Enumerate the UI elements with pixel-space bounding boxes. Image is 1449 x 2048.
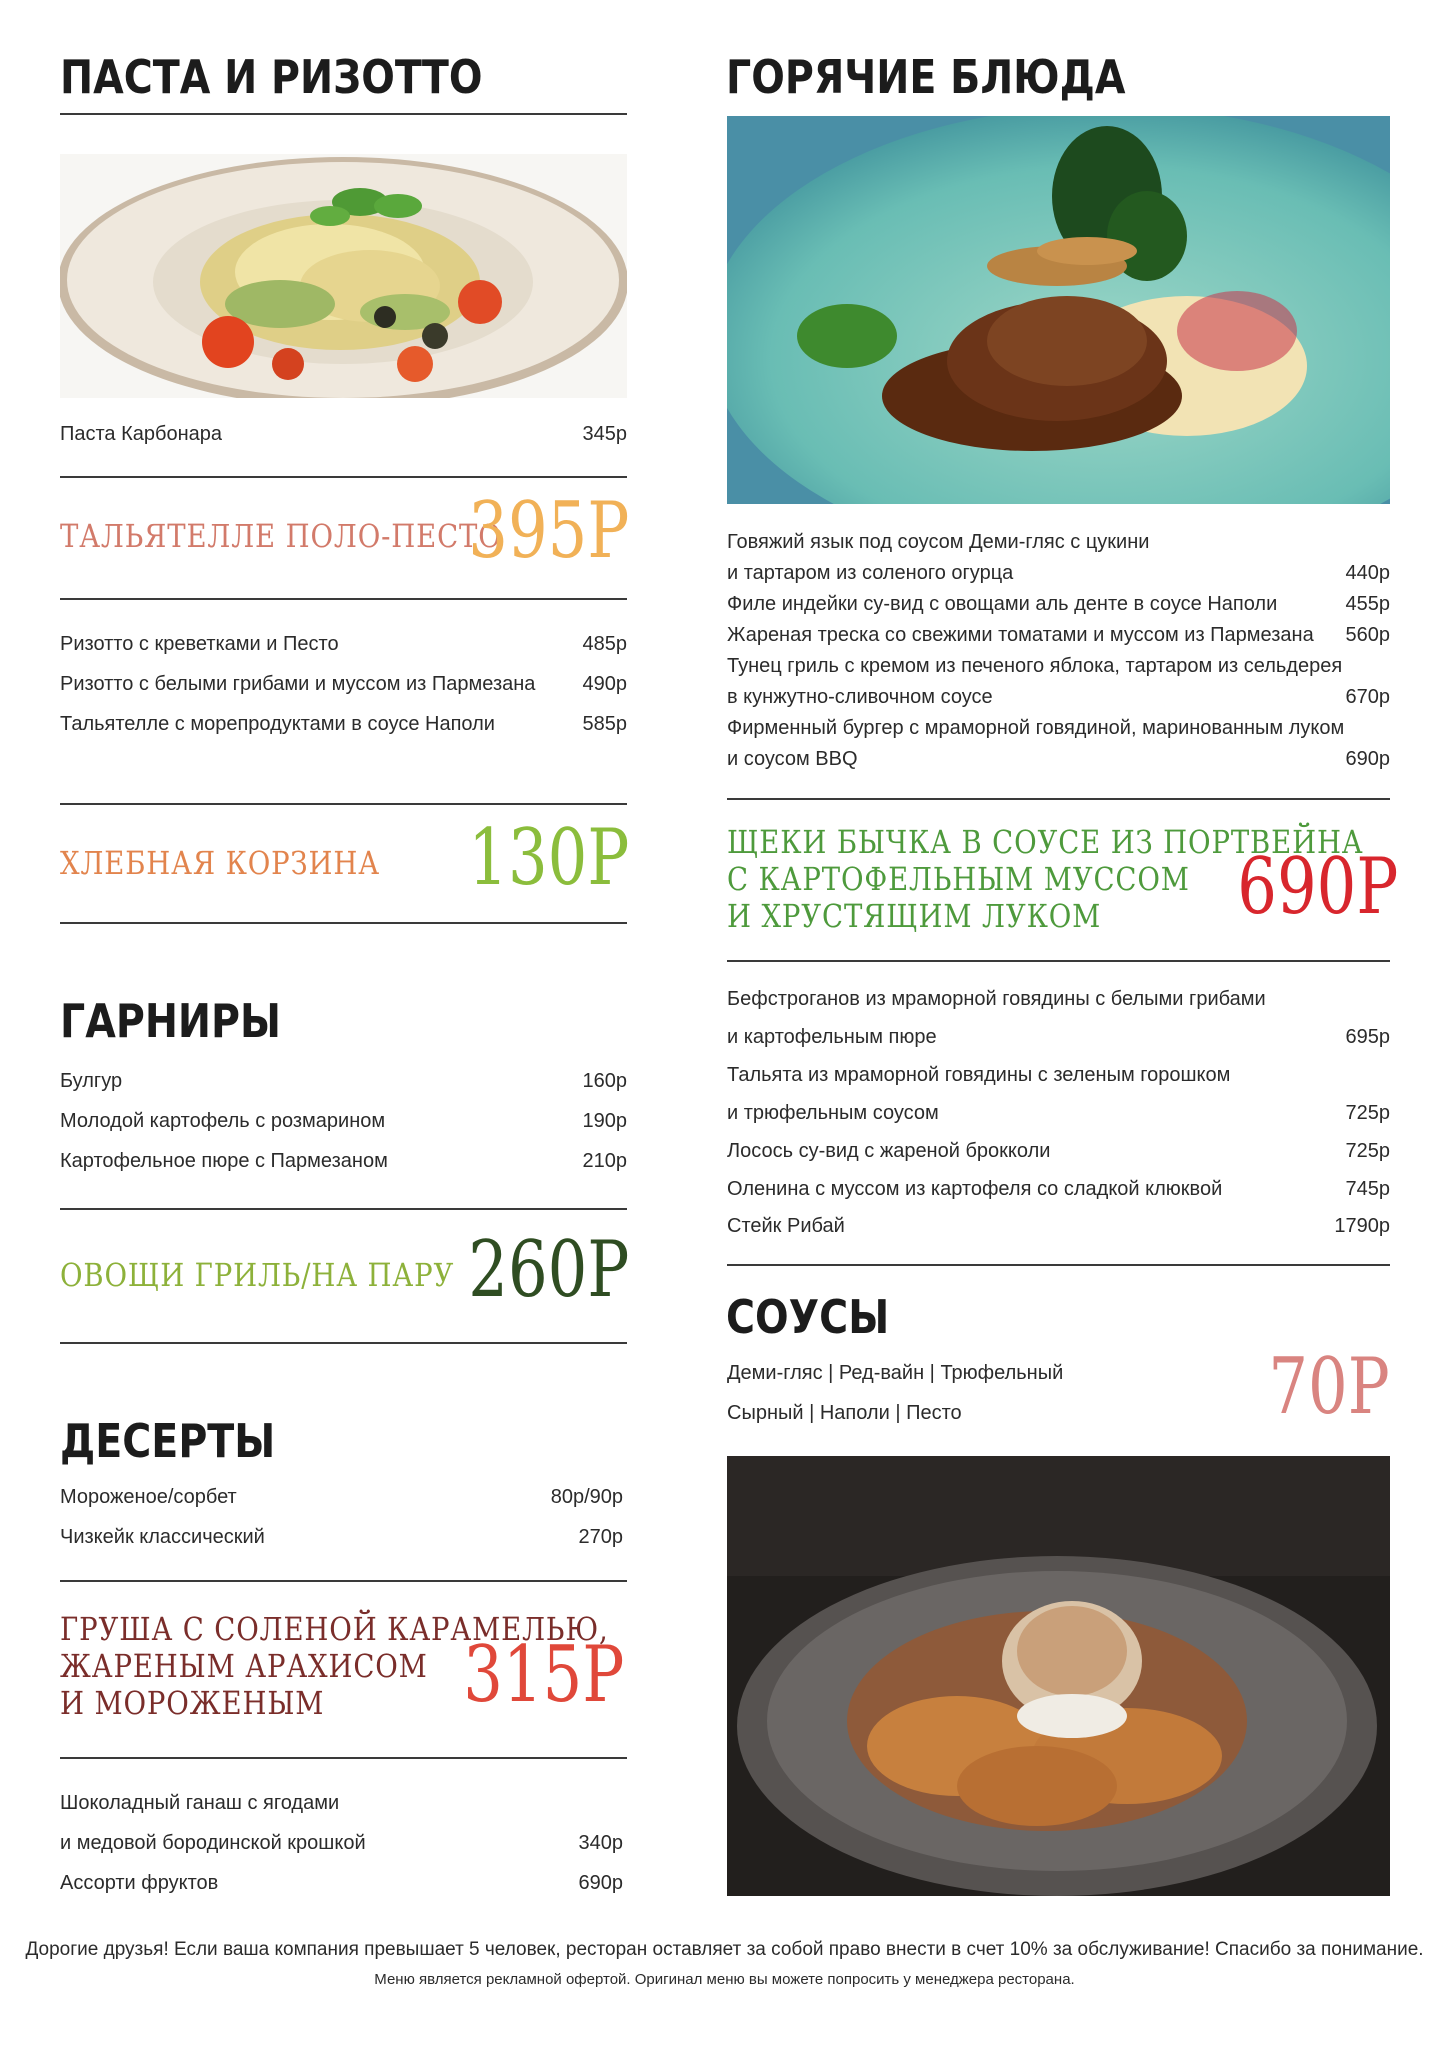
- item-name: в кунжутно-сливочном соусе: [727, 686, 993, 708]
- item-price: 725р: [1345, 1102, 1390, 1124]
- featured-dish-price: 260Р: [467, 1225, 629, 1315]
- item-price: 270р: [578, 1526, 623, 1548]
- featured-line: С КАРТОФЕЛЬНЫМ МУССОМ: [727, 860, 1190, 898]
- item-price: 695р: [1345, 1026, 1390, 1048]
- menu-row: [60, 1792, 623, 1818]
- hot-dish-photo: [727, 116, 1390, 504]
- section-title-pasta: ПАСТА И РИЗОТТО: [60, 50, 483, 104]
- item-name: Бефстроганов из мраморной говядины с белыми грибами: [727, 988, 1266, 1010]
- item-name: Ризотто с креветками и Песто: [60, 633, 339, 655]
- item-name: Стейк Рибай: [727, 1215, 845, 1237]
- dessert-photo: [727, 1456, 1390, 1896]
- footer-disclaimer: Меню является рекламной офертой. Оригинал меню вы можете попросить у менеджера ресторана.: [374, 1971, 1075, 1988]
- item-name: и медовой бородинской крошкой: [60, 1832, 366, 1854]
- menu-row: [727, 686, 1390, 712]
- menu-row: [60, 1832, 623, 1858]
- item-price: 560р: [1345, 624, 1390, 646]
- item-price: 440р: [1345, 562, 1390, 584]
- item-price: 345р: [582, 423, 627, 445]
- sauces-price: 70Р: [1268, 1342, 1390, 1432]
- item-name: Чизкейк классический: [60, 1526, 265, 1548]
- featured-line: ЖАРЕНЫМ АРАХИСОМ: [60, 1647, 428, 1685]
- menu-row: [60, 1486, 623, 1512]
- item-name: Филе индейки су-вид с овощами аль денте в соусе Наполи: [727, 593, 1278, 615]
- item-price: 210р: [582, 1150, 627, 1172]
- divider: [60, 803, 627, 805]
- menu-row: [727, 1026, 1390, 1052]
- footer-notice: Дорогие друзья! Если ваша компания превышает 5 человек, ресторан оставляет за собой право внести в счет 10% за обслуживание! Спасибо за понимание.: [25, 1939, 1424, 1960]
- menu-row: [727, 1064, 1390, 1090]
- item-price: 745р: [1345, 1178, 1390, 1200]
- sauces-line: Сырный | Наполи | Песто: [727, 1402, 962, 1424]
- item-name: Мороженое/сорбет: [60, 1486, 237, 1508]
- item-name: Картофельное пюре с Пармезаном: [60, 1150, 388, 1172]
- menu-row: [60, 1872, 623, 1898]
- divider: [727, 798, 1390, 800]
- menu-row: [60, 1110, 627, 1136]
- menu-row: [727, 1215, 1390, 1241]
- item-price: 690р: [578, 1872, 623, 1894]
- item-name: Говяжий язык под соусом Деми-гляс с цукини: [727, 531, 1150, 553]
- divider: [60, 113, 627, 115]
- divider: [60, 1757, 627, 1759]
- item-name: Булгур: [60, 1070, 123, 1092]
- menu-row: [60, 633, 627, 659]
- menu-row: [727, 624, 1390, 650]
- featured-line: ГРУША С СОЛЕНОЙ КАРАМЕЛЬЮ,: [60, 1610, 609, 1648]
- item-price: 160р: [582, 1070, 627, 1092]
- divider: [727, 1264, 1390, 1266]
- item-name: Ассорти фруктов: [60, 1872, 219, 1894]
- menu-row: [727, 748, 1390, 774]
- menu-row: [727, 988, 1390, 1014]
- item-price: 670р: [1345, 686, 1390, 708]
- featured-dessert-price: 315Р: [462, 1630, 624, 1720]
- divider: [60, 598, 627, 600]
- item-name: Тунец гриль с кремом из печеного яблока, тартаром из сельдерея: [727, 655, 1343, 677]
- menu-row: [60, 713, 627, 739]
- item-name: Шоколадный ганаш с ягодами: [60, 1792, 340, 1814]
- item-price: 1790р: [1334, 1215, 1390, 1237]
- featured-dish-price: 395Р: [467, 486, 629, 576]
- featured-line: ЩЕКИ БЫЧКА В СОУСЕ ИЗ ПОРТВЕЙНА: [727, 823, 1364, 861]
- item-price: 340р: [578, 1832, 623, 1854]
- menu-row: [60, 1526, 623, 1552]
- item-price: 455р: [1345, 593, 1390, 615]
- menu-row: [60, 1070, 627, 1096]
- item-price: 80р/90р: [550, 1486, 623, 1508]
- item-name: и трюфельным соусом: [727, 1102, 939, 1124]
- item-name: Тальята из мраморной говядины с зеленым горошком: [727, 1064, 1231, 1086]
- divider: [727, 960, 1390, 962]
- menu-row: [727, 717, 1390, 743]
- featured-dish-name: ТАЛЬЯТЕЛЛЕ ПОЛО-ПЕСТО: [60, 517, 502, 555]
- item-name: Ризотто с белыми грибами и муссом из Пармезана: [60, 673, 536, 695]
- featured-line: И ХРУСТЯЩИМ ЛУКОМ: [727, 897, 1102, 935]
- item-name: Оленина с муссом из картофеля со сладкой клюквой: [727, 1178, 1223, 1200]
- item-price: 585р: [582, 713, 627, 735]
- divider: [60, 1208, 627, 1210]
- item-name: Молодой картофель с розмарином: [60, 1110, 386, 1132]
- divider: [60, 476, 627, 478]
- item-name: Лосось су-вид с жареной брокколи: [727, 1140, 1051, 1162]
- pasta-photo: [60, 154, 627, 398]
- menu-row: [727, 531, 1390, 557]
- sauces-line: Деми-гляс | Ред-вайн | Трюфельный: [727, 1362, 1064, 1384]
- item-name: Фирменный бургер с мраморной говядиной, маринованным луком: [727, 717, 1345, 739]
- item-price: 690р: [1345, 748, 1390, 770]
- section-title-sauces: СОУСЫ: [726, 1290, 890, 1344]
- item-name: Жареная треска со свежими томатами и муссом из Пармезана: [727, 624, 1314, 646]
- section-title-desserts: ДЕСЕРТЫ: [60, 1414, 276, 1468]
- menu-row: [727, 562, 1390, 588]
- item-price: 190р: [582, 1110, 627, 1132]
- menu-row: [727, 1140, 1390, 1166]
- item-name: и тартаром из соленого огурца: [727, 562, 1014, 584]
- divider: [60, 1342, 627, 1344]
- menu-row: [60, 673, 627, 699]
- menu-row: [727, 593, 1390, 619]
- item-name: Тальятелле с морепродуктами в соусе Наполи: [60, 713, 495, 735]
- item-name: Паста Карбонара: [60, 423, 223, 445]
- menu-row: [60, 423, 627, 449]
- item-price: 725р: [1345, 1140, 1390, 1162]
- featured-line: И МОРОЖЕНЫМ: [60, 1684, 325, 1722]
- section-title-garnish: ГАРНИРЫ: [60, 994, 282, 1048]
- menu-row: [727, 1178, 1390, 1204]
- item-price: 490р: [582, 673, 627, 695]
- featured-dish-name: ОВОЩИ ГРИЛЬ/НА ПАРУ: [60, 1256, 455, 1294]
- menu-row: [727, 655, 1390, 681]
- item-name: и соусом BBQ: [727, 748, 858, 770]
- divider: [60, 922, 627, 924]
- menu-row: [727, 1102, 1390, 1128]
- bread-basket-price: 130Р: [467, 813, 629, 903]
- divider: [60, 1580, 627, 1582]
- item-price: 485р: [582, 633, 627, 655]
- menu-row: [60, 1150, 627, 1176]
- bread-basket-name: ХЛЕБНАЯ КОРЗИНА: [60, 844, 380, 882]
- item-name: и картофельным пюре: [727, 1026, 937, 1048]
- section-title-hot: ГОРЯЧИЕ БЛЮДА: [726, 50, 1126, 104]
- featured-dish-price: 690Р: [1236, 842, 1398, 932]
